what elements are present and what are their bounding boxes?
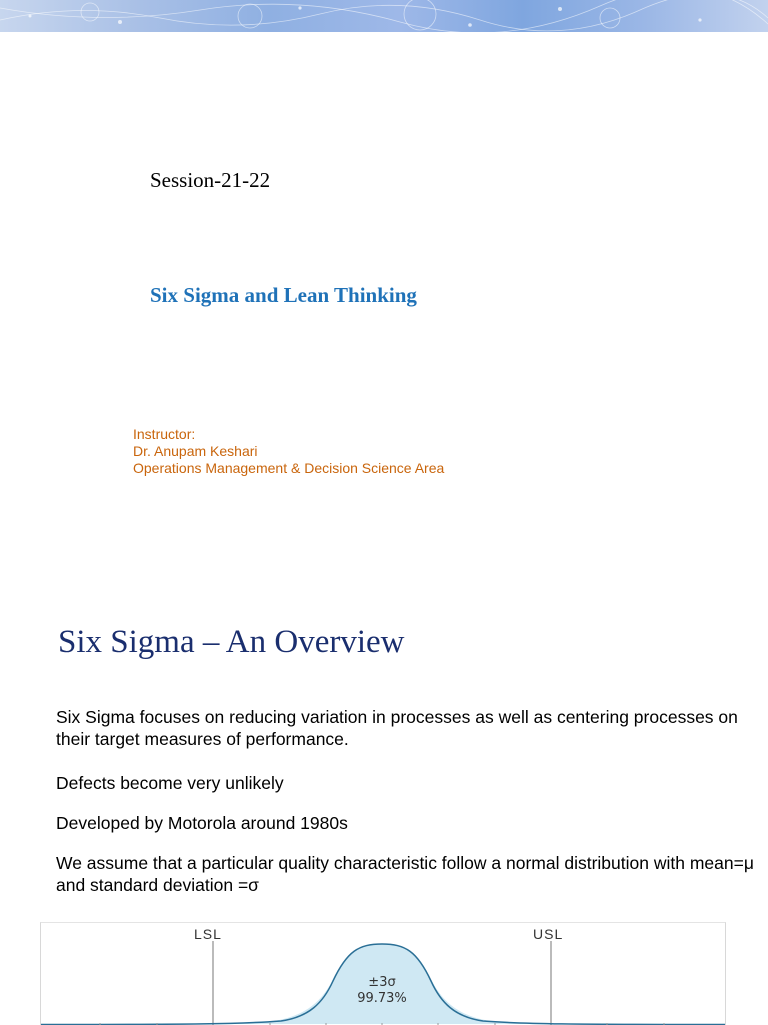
bullet-item: Defects become very unlikely	[56, 773, 284, 793]
coverage-percent-label: 99.73%	[357, 991, 407, 1006]
session-number: Session-21-22	[150, 168, 271, 192]
network-pattern-graphic	[0, 0, 768, 32]
instructor-label: Instructor:	[133, 426, 196, 442]
bullet-item: Developed by Motorola around 1980s	[56, 813, 348, 833]
instructor-name: Dr. Anupam Keshari	[133, 443, 258, 459]
overview-title: Six Sigma – An Overview	[58, 624, 405, 660]
curve-annotation	[342, 975, 422, 1007]
header-banner	[0, 0, 768, 32]
usl-label: USL	[533, 926, 564, 942]
instructor-block	[133, 426, 444, 477]
bullet-item: Six Sigma focuses on reducing variation in processes as well as centering processes on their target measures of performance.	[56, 707, 738, 749]
sigma-range-label: ±3σ	[368, 975, 396, 990]
normal-distribution-figure	[40, 922, 726, 1025]
lsl-label: LSL	[194, 926, 222, 942]
bullet-item: We assume that a particular quality characteristic follow a normal distribution with mean=μ and standard deviation =σ	[56, 853, 754, 895]
instructor-area: Operations Management & Decision Science Area	[133, 460, 445, 476]
course-title: Six Sigma and Lean Thinking	[150, 283, 417, 307]
bell-curve-graphic	[41, 923, 725, 1025]
